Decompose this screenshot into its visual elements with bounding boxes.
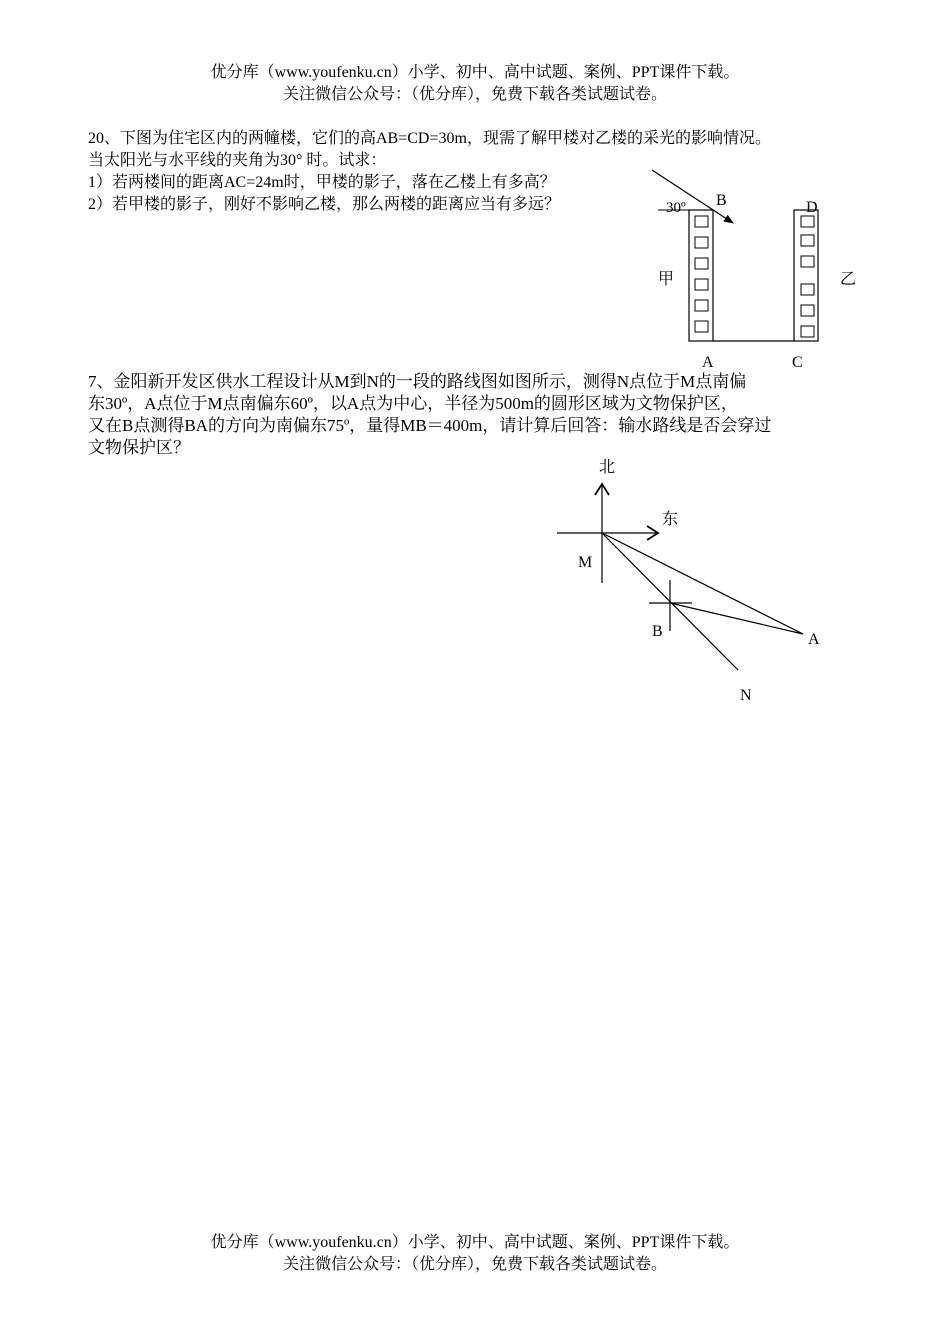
label-d: D <box>806 199 818 216</box>
label-n: N <box>740 687 752 704</box>
label-yi: 乙 <box>840 271 857 288</box>
label-m: M <box>578 554 593 571</box>
label-b: B <box>716 192 727 209</box>
label-jia: 甲 <box>658 271 675 288</box>
label-c: C <box>792 354 803 371</box>
label-a-point: A <box>808 631 820 648</box>
label-b-point: B <box>652 623 663 640</box>
line-ba <box>670 603 803 634</box>
label-east: 东 <box>662 511 679 528</box>
q20-line-3: 1）若两楼间的距离AC=24m时，甲楼的影子，落在乙楼上有多高？ <box>88 174 556 191</box>
q7-line-4: 文物保护区？ <box>88 438 190 457</box>
q20-line-4: 2）若甲楼的影子，刚好不影响乙楼，那么两楼的距离应当有多远？ <box>88 196 561 213</box>
q20-line-1: 20、下图为住宅区内的两幢楼，它们的高AB=CD=30m，现需了解甲楼对乙楼的采光的影响情况。 <box>88 130 771 147</box>
label-a: A <box>702 354 714 371</box>
label-north: 北 <box>599 459 616 476</box>
header-line-2: 关注微信公众号：（优分库），免费下载各类试题试卷。 <box>282 86 667 103</box>
line-ma <box>602 533 803 634</box>
q7-line-3: 又在B点测得BA的方向为南偏东75º，量得MB＝400m，请计算后回答：输水路线是否会穿过 <box>88 416 772 435</box>
footer-line-1: 优分库（www.youfenku.cn）小学、初中、高中试题、案例、PPT课件下载。 <box>210 1234 740 1251</box>
q7-line-2: 东30º，A点位于M点南偏东60º，以A点为中心，半径为500m的圆形区域为文物保护区， <box>88 394 738 413</box>
page-footer <box>0 1232 950 1276</box>
q7-line-1: 7、金阳新开发区供水工程设计从M到N的一段的路线图如图所示，测得N点位于M点南偏 <box>88 372 747 391</box>
footer-line-2: 关注微信公众号：（优分库），免费下载各类试题试卷。 <box>282 1256 667 1273</box>
q20-line-2: 当太阳光与水平线的夹角为30° 时。试求： <box>88 152 387 169</box>
angle-label: 30º <box>666 200 686 216</box>
header-line-1: 优分库（www.youfenku.cn）小学、初中、高中试题、案例、PPT课件下载。 <box>210 64 740 81</box>
